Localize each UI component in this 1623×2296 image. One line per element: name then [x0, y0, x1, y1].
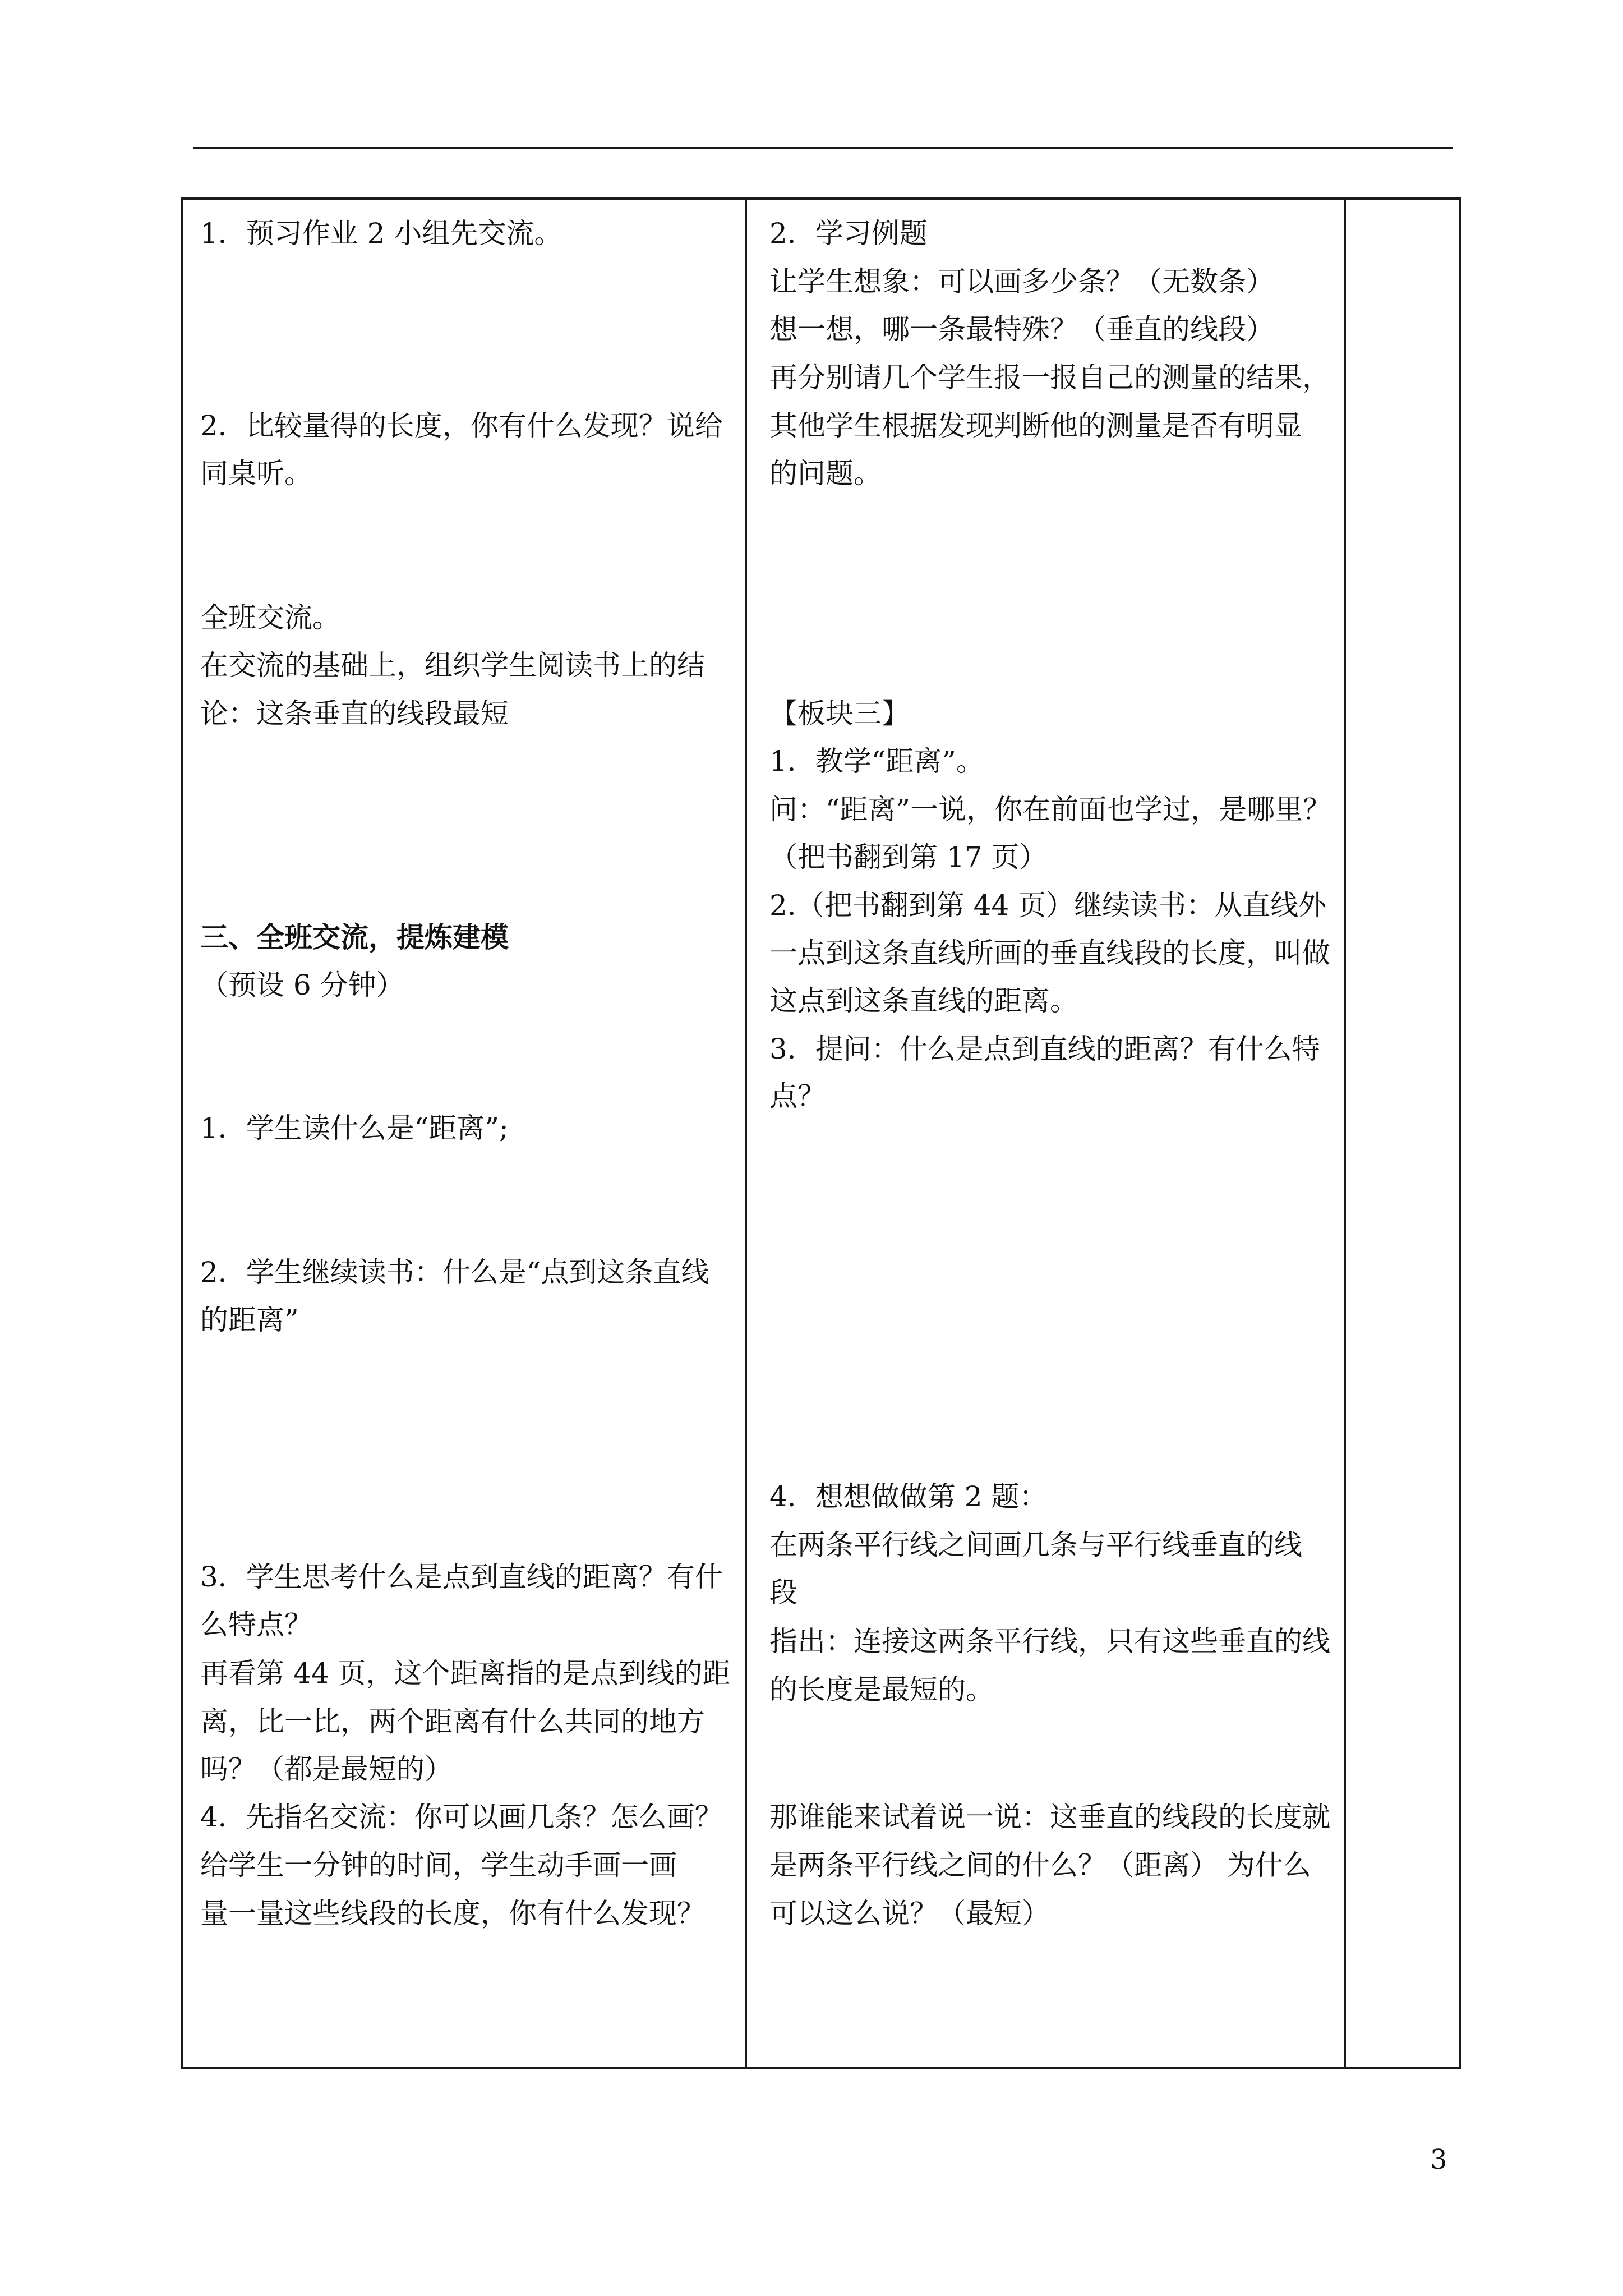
- text-line: 段: [769, 1576, 797, 1609]
- text-line: 吗？（都是最短的）: [200, 1753, 453, 1786]
- text-line: 同桌听。: [200, 457, 312, 490]
- header-rule: [193, 147, 1453, 149]
- text-line: 指出：连接这两条平行线，只有这些垂直的线: [769, 1625, 1330, 1658]
- text-line: 再分别请几个学生报一报自己的测量的结果，: [769, 361, 1330, 394]
- teacher-activity-column: [747, 200, 1344, 2067]
- text-line: 1．学生读什么是“距离”;: [200, 1112, 509, 1144]
- text-line: 可以这么说？（最短）: [769, 1897, 1050, 1930]
- text-line: 让学生想象：可以画多少条？（无数条）: [769, 265, 1274, 298]
- section-heading: 三、全班交流，提炼建模: [200, 921, 509, 954]
- text-line: 在交流的基础上，组织学生阅读书上的结: [200, 649, 705, 682]
- text-line: 3．提问：什么是点到直线的距离？有什么特: [769, 1033, 1320, 1065]
- text-line: 点？: [769, 1080, 826, 1112]
- text-line: 问：“距离”一说，你在前面也学过，是哪里？: [769, 793, 1331, 826]
- text-line: 2．学生继续读书：什么是“点到这条直线: [200, 1256, 709, 1289]
- text-line: 那谁能来试着说一说：这垂直的线段的长度就: [769, 1801, 1330, 1833]
- text-line: 3．学生思考什么是点到直线的距离？有什: [200, 1561, 723, 1593]
- text-line: 1．教学“距离”。: [769, 745, 984, 777]
- text-line: 是两条平行线之间的什么？（距离） 为什么: [769, 1849, 1311, 1881]
- text-line: 2．学习例题: [769, 217, 928, 250]
- section-heading: 【板块三】: [769, 697, 910, 730]
- text-line: 1．预习作业 2 小组先交流。: [200, 217, 562, 250]
- page-number: 3: [1430, 2144, 1447, 2175]
- text-line: 2．比较量得的长度，你有什么发现？说给: [200, 409, 723, 442]
- text-line: 离，比一比，两个距离有什么共同的地方: [200, 1705, 705, 1738]
- lesson-plan-table: [181, 197, 1461, 2069]
- text-line: 么特点？: [200, 1608, 312, 1641]
- text-line: 4．先指名交流：你可以画几条？怎么画？: [200, 1801, 723, 1833]
- text-line: 这点到这条直线的距离。: [769, 984, 1078, 1017]
- text-line: 的距离”: [200, 1304, 299, 1336]
- text-line: 4．想想做做第 2 题：: [769, 1480, 1048, 1513]
- notes-column: [1346, 200, 1459, 2067]
- text-line: （预设 6 分钟）: [200, 969, 404, 1001]
- text-line: 2.（把书翻到第 44 页）继续读书：从直线外: [769, 889, 1327, 922]
- text-line: 在两条平行线之间画几条与平行线垂直的线: [769, 1529, 1302, 1561]
- text-line: 论：这条垂直的线段最短: [200, 697, 509, 730]
- text-line: 其他学生根据发现判断他的测量是否有明显: [769, 409, 1302, 442]
- text-line: 给学生一分钟的时间，学生动手画一画: [200, 1849, 677, 1881]
- text-line: 的问题。: [769, 457, 882, 490]
- text-line: （把书翻到第 17 页）: [769, 841, 1048, 873]
- text-line: 的长度是最短的。: [769, 1673, 994, 1706]
- text-line: 全班交流。: [200, 601, 340, 634]
- text-line: 再看第 44 页，这个距离指的是点到线的距: [200, 1657, 731, 1690]
- student-activity-column: [183, 200, 745, 2067]
- text-line: 量一量这些线段的长度，你有什么发现？: [200, 1897, 705, 1930]
- text-line: 想一想，哪一条最特殊？（垂直的线段）: [769, 313, 1274, 346]
- text-line: 一点到这条直线所画的垂直线段的长度，叫做: [769, 937, 1330, 969]
